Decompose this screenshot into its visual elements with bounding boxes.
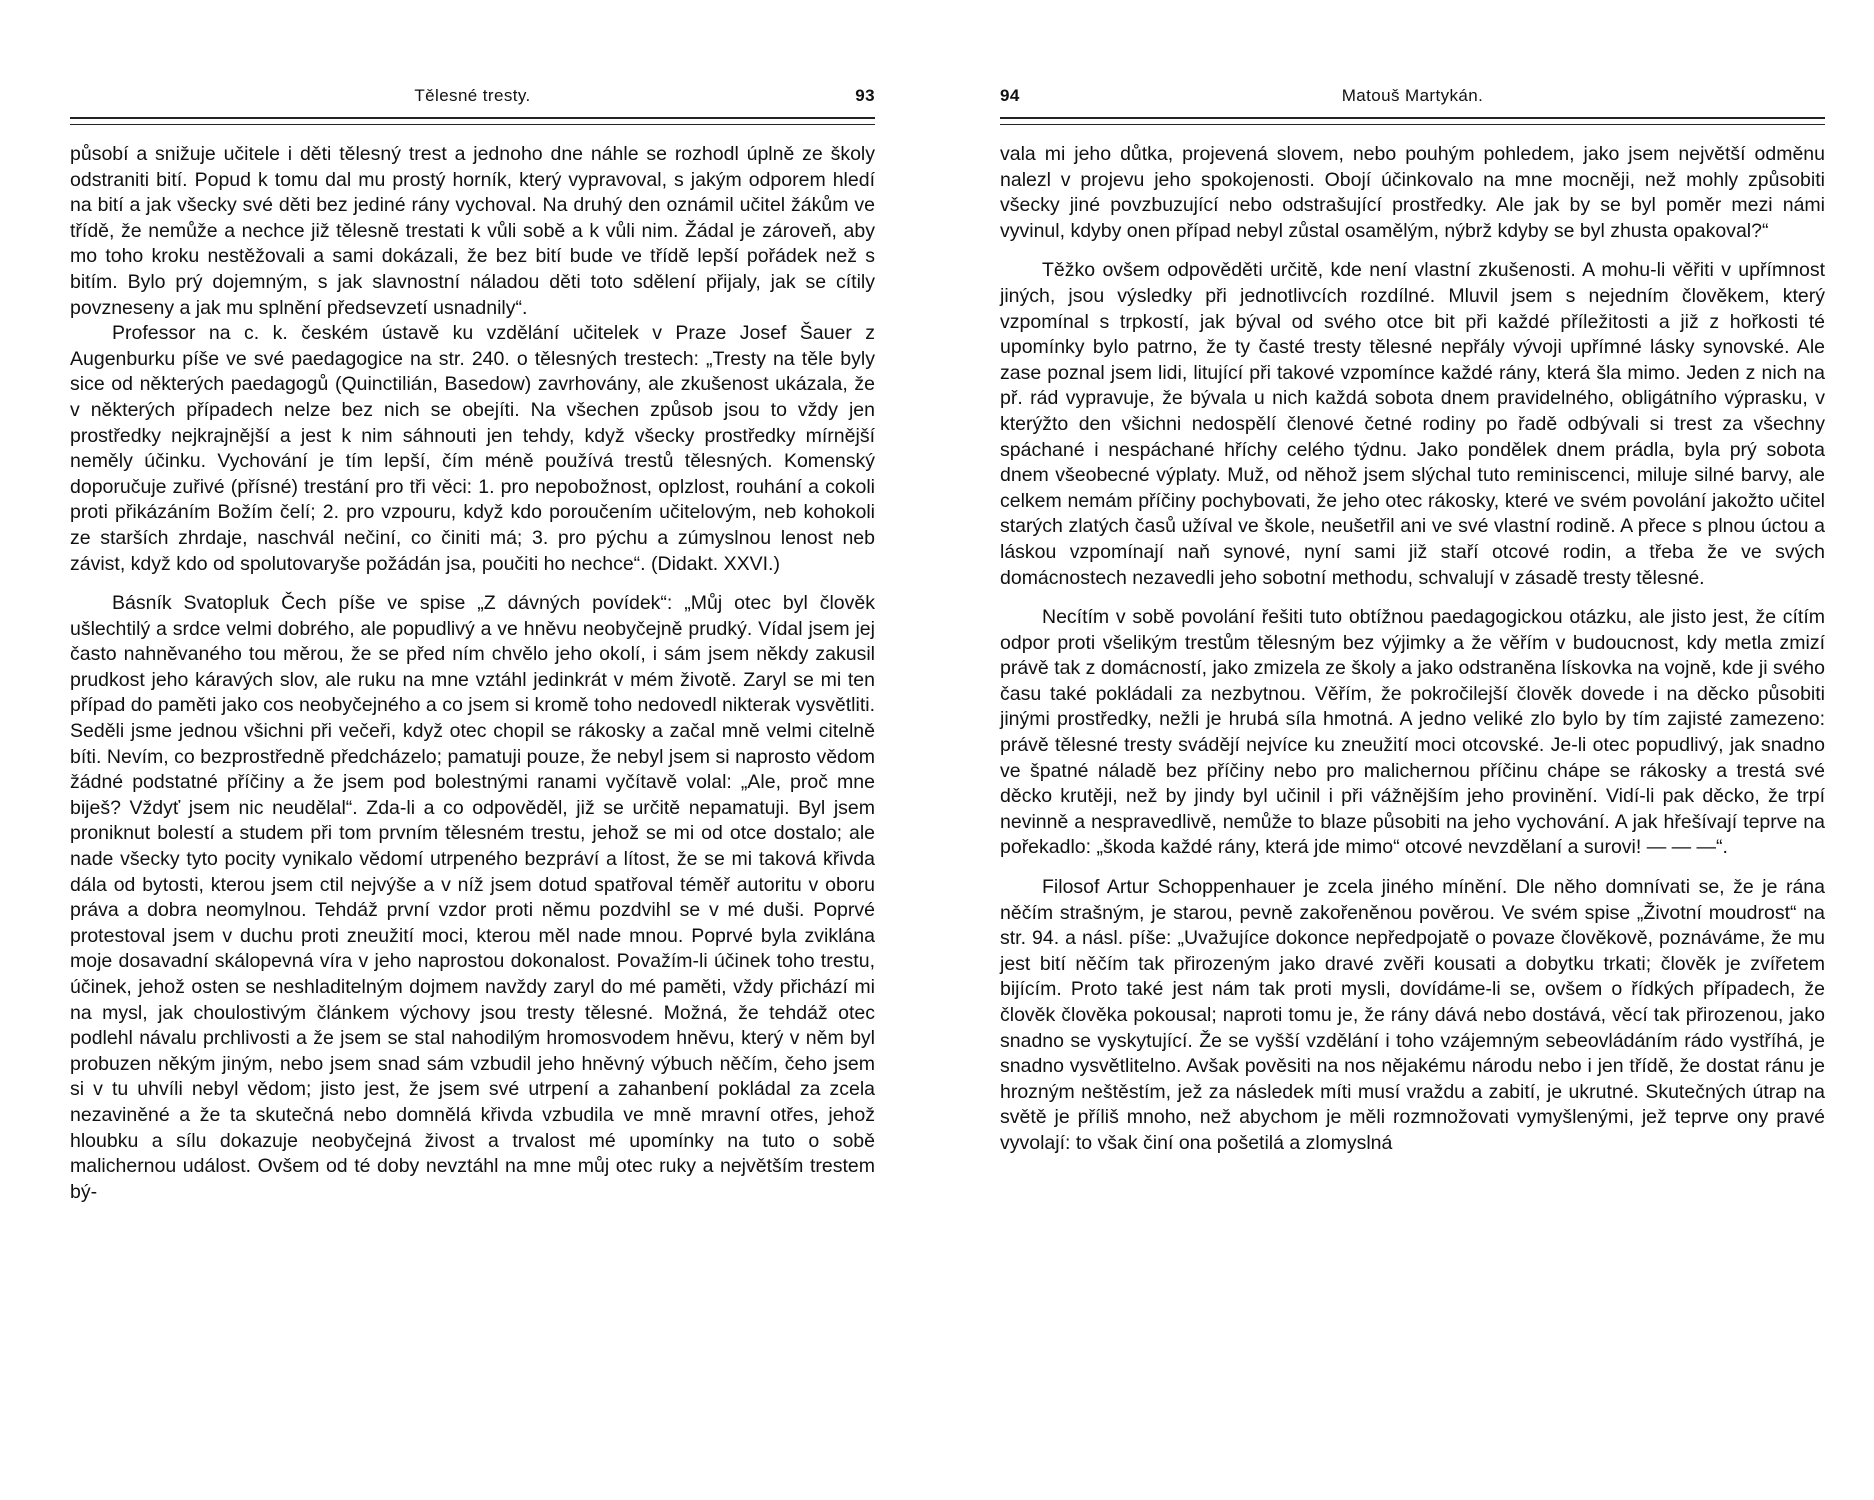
right-header-rule <box>1000 117 1825 125</box>
left-paragraph-3: Básník Svatopluk Čech píše ve spise „Z dávných povídek“: „Můj otec byl člověk ušlechtilý a srdce velmi dobrého, ale popudlivý a ve hněvu neobyčejně prudký. Vídal jsem jej často nahněvaného tou měrou, že se před ním chvělo jeho okolí, i sám jsem někdy zakusil prudkost jeho káravých slov, ale ruku na mne vztáhl jedinkrát v mém životě. Zaryl se mi ten případ do paměti jako cos neobyčejného a co jsem si kromě toho nedovedl nikterak vysvětliti. Seděli jsme jednou všichni při večeři, když otec chopil se rákosky a začal mně velmi citelně bíti. Nevím, co bezprostředně předcházelo; pamatuji pouze, že nebyl jsem si naprosto vědom žádné podstatné příčiny a že jsem pod bolestnými ranami vyčítavě volal: „Ale, proč mne biješ? Vždyť jsem nic neudělal“. Zda-li a co odpověděl, již se určitě nepamatuji. Byl jsem proniknut bolestí a studem při tom prvním tělesném trestu, jehož se mi od otce dostalo; ale nade všecky tyto pocity vynikalo vědomí utrpeného bezpráví a lítost, že se mi taková křivda dála od bytosti, kterou jsem ctil nejvýše a v níž jsem dotud spatřoval téměř autoritu v oboru práva a dobra neomylnou. Tehdáž první vzdor proti němu pozdvihl se v mé duši. Poprvé protestoval jsem v duchu proti zneužití moci, kterou měl nade mnou. Poprvé byla zviklána moje dosavadní skálopevná víra v jeho naprostou dokonalost. Považím-li účinek toho trestu, účinek, jehož osten se neshladitelným dojmem navždy zaryl do mé paměti, vždy přichází mi na mysl, jak choulostivým článkem výchovy jsou tresty tělesné. Možná, že tehdáž otec podlehl návalu prchlivosti a že jsem se stal nahodilým hromosvodem hněvu, který v něm byl probuzen někým jiným, nebo jsem snad sám vzbudil jeho hněvný výbuch něčím, čeho jsem si v tu uhvíli nebyl vědom; jisto jest, že jsem své utrpení a zahanbení pokládal za zcela nezaviněné a že ta skutečná nebo domnělá křivda vzbudila ve mně mravní otřes, jehož hloubku a sílu dokazuje neobyčejná živost a trvalost mé upomínky na tuto o sobě malichernou událost. Ovšem od té doby nevztáhl na mne můj otec ruky a největším trestem bý- <box>70 592 875 1203</box>
right-body-text <box>1000 142 1825 1157</box>
left-running-head <box>70 86 875 108</box>
left-header-title: Tělesné tresty. <box>414 86 531 105</box>
right-page <box>1000 0 1825 1500</box>
right-page-number: 94 <box>1000 86 1020 105</box>
left-page <box>70 0 875 1500</box>
right-paragraph-3: Necítím v sobě povolání řešiti tuto obtížnou paedagogickou otázku, ale jisto jest, že cítím odpor proti všelikým trestům tělesným bez výjimky a že věřím v budoucnost, kdy metla zmizí právě tak z domácností, jako zmizela ze školy a jako odstraněna lískovka na vojně, kde ji svého času také pokládali za nezbytnou. Věřím, že pokročilejší člověk dovede i na děcko působiti jinými prostředky, nežli je hrubá síla hmotná. A jedno veliké zlo bylo by tím zajisté zamezeno: právě tělesné tresty svádějí nejvíce ku zneužití moci otcovské. Je-li otec popudlivý, jak snadno ve špatné náladě bez příčiny nebo pro malichernou příčinu chápe se rákosky a trestá své děcko krutěji, než by jindy byl učinil i při vážnějším jeho provinění. Vidí-li pak děcko, že trpí nevinně a nespravedlivě, nemůže to blaze působiti na jeho vychování. A jak hřešívají teprve na pořekadlo: „škoda každé rány, která jde mimo“ otcové nevzdělaní a surovi! — — —“. <box>1000 606 1825 859</box>
left-paragraph-1: působí a snižuje učitele i děti tělesný trest a jednoho dne náhle se rozhodl úplně ze školy odstraniti bití. Popud k tomu dal mu prostý horník, který vypravoval, s jakým odporem hledí na bití a jak všecky své děti bez jediné rány vychoval. Na druhý den oznámil učitel žákům ve třídě, že nemůže a nechce již tělesně trestati k vůli sobě a k vůli nim. Žádal je zároveň, aby mo toho kroku nestěžovali a sami dokázali, že bez bití bude ve třídě lepší pořádek než s bitím. Bylo prý dojemným, s jak slavnostní náladou děti toto sdělení přijaly, jak se cítily povzneseny a jak mu splnění předsevzetí usnadnily“. <box>70 143 875 319</box>
right-header-title: Matouš Martykán. <box>1341 86 1484 105</box>
left-body-text <box>70 142 875 1205</box>
right-paragraph-1: vala mi jeho důtka, projevená slovem, nebo pouhým pohledem, jako jsem největší odměnu nalezl v projevu jeho spokojenosti. Obojí účinkovalo na mne mocněji, než mohly způsobiti všecky jiné povzbuzující nebo odstrašující prostředky. Ale jak by se byl poměr mezi námi vyvinul, kdyby onen případ nebyl zůstal osamělým, nýbrž kdyby se byl zhusta opakoval?“ <box>1000 143 1825 242</box>
left-paragraph-2: Professor na c. k. českém ústavě ku vzdělání učitelek v Praze Josef Šauer z Augenburku píše ve své paedagogice na str. 240. o tělesných trestech: „Tresty na těle byly sice od některých paedagogů (Quinctilián, Basedow) zavrhovány, ale zkušenost ukázala, že v některých případech nelze bez nich se obejíti. Na všechen způsob jsou to vždy jen prostředky nejkrajnější a jest k nim sáhnouti jen tehdy, když všecky prostředky mírnější neměly účinku. Vychování je tím lepší, čím méně používá trestů tělesných. Komenský doporučuje zuřivé (přísné) trestání pro tři věci: 1. pro nepobožnost, oplzlost, rouhání a cokoli proti přikázáním Božím čelí; 2. pro vzpouru, když kdo poroučením učitelovým, neb kohokoli ze starších zhrdaje, naschvál nečiní, co činiti má; 3. pro pýchu a zúmyslnou lenost neb závist, když kdo od spolutovaryše požádán jsa, poučiti ho nechce“. (Didakt. XXVI.) <box>70 322 875 575</box>
right-running-head <box>1000 86 1825 108</box>
right-paragraph-4: Filosof Artur Schoppenhauer je zcela jiného mínění. Dle něho domnívati se, že je rána něčím strašným, je starou, pevně zakořeněnou pověrou. Ve svém spise „Životní moudrost“ na str. 94. a násl. píše: „Uvažujíce dokonce nepředpojatě o povaze člověkově, poznáváme, že mu jest bití něčím tak přirozeným jako dravé zvěři kousati a dobytku trkati; člověk je zvířetem bijícím. Proto také jest nám tak proti mysli, dovídáme-li se, ovšem o řídkých případech, že člověk člověka pokousal; naproti tomu je, že rány dává nebo dostává, věcí tak přirozenou, jako snadno se vyskytující. Že se vyšší vzdělání i toho vzájemným sebeovládáním rádo vystříhá, je snadno vysvětlitelno. Avšak pověsiti na nos nějakému národu nebo i jen třídě, že dostat ránu je hrozným neštěstím, jež za následek míti musí vraždu a zabití, je ukrutné. Skutečných útrap na světě je příliš mnoho, než abychom je měli rozmnožovati vymyšlenými, jež teprve ony pravé vyvolají: to však činí ona pošetilá a zlomyslná <box>1000 876 1825 1154</box>
right-paragraph-2: Těžko ovšem odpověděti určitě, kde není vlastní zkušenosti. A mohu-li věřiti v upřímnost jiných, jsou výsledky při jednotlivcích rozdílné. Mluvil jsem s nejedním člověkem, který vzpomínal s trpkostí, jak býval od svého otce bit při každé příležitosti a již z hořkosti té upomínky bylo patrno, že ty časté tresty tělesné nepřály vývoji upřímné lásky synovské. Ale zase poznal jsem lidi, litující při takové vzpomínce každé rány, která šla mimo. Jeden z nich na př. rád vypravuje, že bývala u nich každá sobota dnem pravidelného, obligátního výprasku, v kterýžto den všichni nedospělí členové četné rodiny po řadě odbývali si trest za všechny spáchané i nespáchané hříchy celého týdnu. Jako pondělek dnem prádla, byla prý sobota dnem všeobecné výplaty. Muž, od něhož jsem slýchal tuto reminiscenci, miluje silné barvy, ale celkem nemám příčiny pochybovati, že jeho otec rákosky, které ve svém povolání jakožto učitel starých zlatých časů užíval ve škole, neušetřil ani ve své vlastní rodině. A přece s plnou úctou a láskou vzpomínají naň synové, nyní sami již staří otcové rodin, a třeba že ve svých domácnostech nezavedli jeho sobotní methodu, schvalují v zásadě tresty tělesné. <box>1000 259 1825 589</box>
left-page-number: 93 <box>855 86 875 105</box>
left-header-rule <box>70 117 875 125</box>
